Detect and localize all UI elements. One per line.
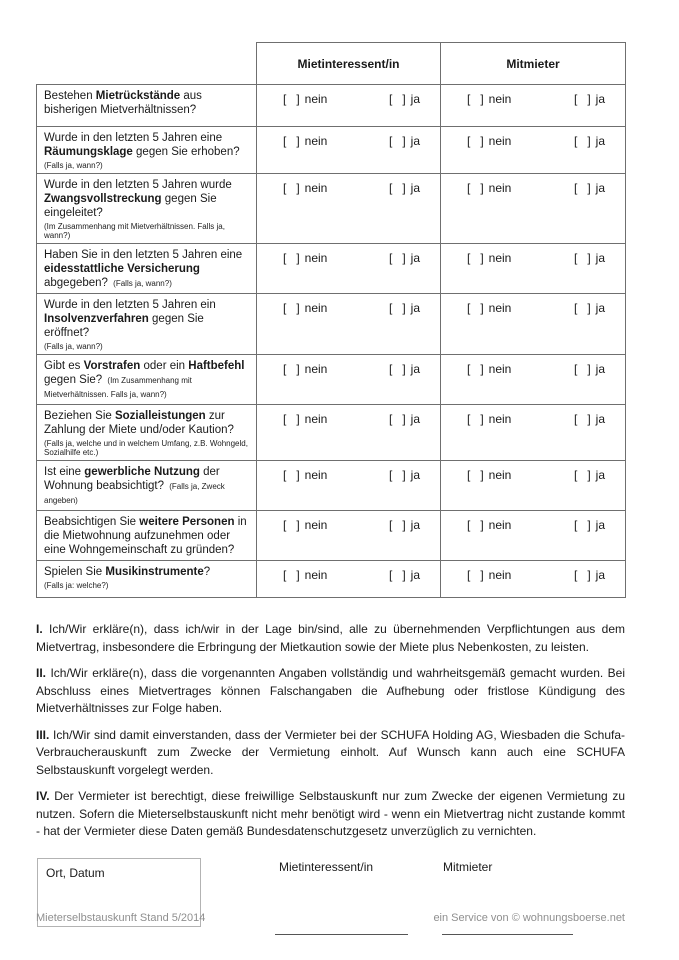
- checkbox-option-nein[interactable]: [467, 92, 511, 106]
- question-cell: [37, 355, 257, 405]
- answer-cell-cotenant: [441, 511, 626, 561]
- question-text: Haben Sie in den letzten 5 Jahren eine eidesstattliche Versicherung abgegeben?: [44, 249, 243, 289]
- checkbox-icon: [ ]: [388, 518, 406, 532]
- option-label-nein: nein: [304, 301, 328, 315]
- option-label-nein: nein: [304, 251, 328, 265]
- declaration-4: IV. Der Vermieter ist berechtigt, diese freiwillige Selbstauskunft nur zum Zwecke der eigenen Vermietung zu nutzen. Sofern die Mieterselbstauskunft nicht mehr benötigt wird - wenn ein Mietvertrag nicht zustande kommt - hat der Vermieter diese Daten gemäß Bundesdatenschutzgesetz unverzüglich zu vernichten.: [36, 789, 625, 838]
- checkbox-option-ja[interactable]: [574, 468, 605, 482]
- checkbox-option-ja[interactable]: [389, 362, 420, 376]
- checkbox-icon: [ ]: [467, 568, 484, 582]
- checkbox-icon: [ ]: [467, 181, 484, 195]
- answer-cell-cotenant: [441, 85, 626, 127]
- option-label-nein: nein: [488, 412, 512, 426]
- checkbox-icon: [ ]: [283, 92, 300, 106]
- declaration-1: I. Ich/Wir erkläre(n), dass ich/wir in der Lage bin/sind, alle zu übernehmenden Verpflichtungen aus dem Mietvertrag, insbesondere die Erbringung der Mietkaution sowie der Miete plus Nebenkosten, zu leisten.: [36, 622, 625, 654]
- footer-service-text: ein Service von © wohnungsboerse.net: [433, 912, 625, 924]
- checkbox-option-nein[interactable]: [283, 251, 327, 265]
- header-spacer: [37, 43, 257, 85]
- question-cell: [37, 405, 257, 461]
- checkbox-icon: [ ]: [388, 134, 406, 148]
- option-label-nein: nein: [304, 568, 328, 582]
- question-note: (Falls ja, wann?): [44, 342, 103, 351]
- checkbox-icon: [ ]: [283, 134, 300, 148]
- checkbox-icon: [ ]: [467, 251, 484, 265]
- option-label-ja: ja: [595, 301, 605, 315]
- option-label-nein: nein: [488, 362, 512, 376]
- answer-cell-applicant: [257, 244, 441, 294]
- checkbox-option-ja[interactable]: [389, 301, 420, 315]
- checkbox-option-ja[interactable]: [389, 181, 420, 195]
- checkbox-option-ja[interactable]: [574, 251, 605, 265]
- table-row: [37, 511, 626, 561]
- checkbox-icon: [ ]: [573, 568, 591, 582]
- signature-line-cotenant[interactable]: [442, 934, 573, 935]
- checkbox-icon: [ ]: [388, 568, 406, 582]
- checkbox-icon: [ ]: [573, 301, 591, 315]
- checkbox-icon: [ ]: [283, 301, 300, 315]
- option-label-ja: ja: [595, 412, 605, 426]
- checkbox-option-ja[interactable]: [389, 468, 420, 482]
- header-applicant: Mietinteressent/in: [257, 43, 441, 85]
- checkbox-icon: [ ]: [283, 362, 300, 376]
- checkbox-icon: [ ]: [283, 251, 300, 265]
- checkbox-option-nein[interactable]: [283, 362, 327, 376]
- question-note: (Im Zusammenhang mit Mietverhältnissen. Falls ja, wann?): [44, 376, 192, 399]
- checkbox-option-ja[interactable]: [389, 568, 420, 582]
- answer-cell-applicant: [257, 127, 441, 174]
- declaration-3: III. Ich/Wir sind damit einverstanden, dass der Vermieter bei der SCHUFA Holding AG, Wiesbaden die Schufa-Verbraucherauskunft zum Zwecke der Vermietung einholt. Auf Wunsch kann auch eine SCHUFA Selbstauskunft vorgelegt werden.: [36, 727, 625, 777]
- checkbox-option-ja[interactable]: [389, 412, 420, 426]
- option-label-ja: ja: [595, 362, 605, 376]
- checkbox-icon: [ ]: [573, 251, 591, 265]
- checkbox-option-nein[interactable]: [283, 181, 327, 195]
- checkbox-icon: [ ]: [467, 92, 484, 106]
- signature-label-applicant: Mietinteressent/in: [279, 859, 374, 874]
- page-footer: [36, 912, 625, 924]
- option-label-ja: ja: [410, 412, 420, 426]
- checkbox-option-nein[interactable]: [283, 568, 327, 582]
- checkbox-option-nein[interactable]: [283, 301, 327, 315]
- checkbox-icon: [ ]: [573, 412, 591, 426]
- option-label-ja: ja: [410, 568, 420, 582]
- checkbox-icon: [ ]: [283, 181, 300, 195]
- checkbox-icon: [ ]: [283, 412, 300, 426]
- table-row: [37, 127, 626, 174]
- option-label-nein: nein: [304, 518, 328, 532]
- option-label-ja: ja: [595, 568, 605, 582]
- checkbox-icon: [ ]: [388, 468, 406, 482]
- checkbox-icon: [ ]: [388, 92, 406, 106]
- checkbox-option-nein[interactable]: [467, 568, 511, 582]
- table-row: [37, 355, 626, 405]
- question-cell: [37, 127, 257, 174]
- checkbox-option-ja[interactable]: [389, 518, 420, 532]
- question-text: Bestehen Mietrückstände aus bisherigen Mietverhältnissen?: [44, 90, 202, 116]
- question-cell: [37, 511, 257, 561]
- checkbox-icon: [ ]: [573, 134, 591, 148]
- place-date-label: Ort, Datum: [46, 865, 105, 880]
- question-text: Wurde in den letzten 5 Jahren eine Räumungsklage gegen Sie erhoben?: [44, 132, 240, 158]
- checkbox-icon: [ ]: [573, 518, 591, 532]
- checkbox-icon: [ ]: [573, 362, 591, 376]
- answer-cell-applicant: [257, 461, 441, 511]
- option-label-nein: nein: [304, 412, 328, 426]
- question-text: Wurde in den letzten 5 Jahren wurde Zwangsvollstreckung gegen Sie eingeleitet?: [44, 179, 232, 219]
- checkbox-icon: [ ]: [467, 468, 484, 482]
- option-label-nein: nein: [488, 181, 512, 195]
- option-label-nein: nein: [304, 92, 328, 106]
- header-cotenant: Mitmieter: [441, 43, 626, 85]
- answer-cell-applicant: [257, 405, 441, 461]
- signature-section: [36, 858, 625, 960]
- question-note: (Falls ja, wann?): [44, 161, 103, 170]
- checkbox-icon: [ ]: [388, 412, 406, 426]
- checkbox-option-nein[interactable]: [283, 92, 327, 106]
- option-label-ja: ja: [595, 134, 605, 148]
- table-row: [37, 85, 626, 127]
- checkbox-option-nein[interactable]: [283, 518, 327, 532]
- checkbox-icon: [ ]: [283, 518, 300, 532]
- answer-cell-cotenant: [441, 461, 626, 511]
- checkbox-option-ja[interactable]: [574, 301, 605, 315]
- checkbox-icon: [ ]: [573, 468, 591, 482]
- question-cell: [37, 85, 257, 127]
- signature-label-cotenant: Mitmieter: [443, 859, 493, 874]
- checkbox-icon: [ ]: [467, 518, 484, 532]
- checkbox-icon: [ ]: [388, 181, 406, 195]
- answer-cell-applicant: [257, 355, 441, 405]
- checkbox-option-nein[interactable]: [467, 412, 511, 426]
- signature-line-applicant[interactable]: [275, 934, 408, 935]
- answer-cell-applicant: [257, 561, 441, 598]
- option-label-nein: nein: [488, 92, 512, 106]
- question-note: (Falls ja, welche und in welchem Umfang, z.B. Wohngeld, Sozialhilfe etc.): [44, 439, 248, 457]
- checkbox-option-ja[interactable]: [389, 251, 420, 265]
- question-cell: [37, 244, 257, 294]
- option-label-nein: nein: [488, 134, 512, 148]
- questions-table: [36, 42, 626, 598]
- checkbox-option-ja[interactable]: [574, 134, 605, 148]
- option-label-nein: nein: [304, 468, 328, 482]
- question-note: (Falls ja: welche?): [44, 581, 109, 590]
- question-cell: [37, 561, 257, 598]
- question-cell: [37, 294, 257, 355]
- checkbox-option-nein[interactable]: [467, 181, 511, 195]
- option-label-ja: ja: [410, 251, 420, 265]
- option-label-ja: ja: [595, 92, 605, 106]
- option-label-ja: ja: [410, 92, 420, 106]
- answer-cell-applicant: [257, 174, 441, 244]
- answer-cell-applicant: [257, 85, 441, 127]
- checkbox-icon: [ ]: [573, 92, 591, 106]
- question-text: Gibt es Vorstrafen oder ein Haftbefehl gegen Sie?: [44, 360, 245, 386]
- answer-cell-cotenant: [441, 174, 626, 244]
- question-cell: [37, 461, 257, 511]
- option-label-ja: ja: [410, 134, 420, 148]
- checkbox-icon: [ ]: [388, 251, 406, 265]
- table-row: [37, 461, 626, 511]
- checkbox-option-nein[interactable]: [467, 468, 511, 482]
- option-label-ja: ja: [410, 181, 420, 195]
- option-label-nein: nein: [488, 518, 512, 532]
- table-row: [37, 294, 626, 355]
- answer-cell-cotenant: [441, 355, 626, 405]
- question-text: Spielen Sie Musikinstrumente?: [44, 566, 211, 578]
- option-label-ja: ja: [595, 468, 605, 482]
- checkbox-option-nein[interactable]: [283, 134, 327, 148]
- checkbox-option-ja[interactable]: [574, 568, 605, 582]
- option-label-ja: ja: [410, 362, 420, 376]
- option-label-ja: ja: [410, 518, 420, 532]
- checkbox-option-nein[interactable]: [467, 301, 511, 315]
- table-header-row: [37, 43, 626, 85]
- checkbox-option-nein[interactable]: [283, 468, 327, 482]
- checkbox-option-nein[interactable]: [283, 412, 327, 426]
- question-text: Beabsichtigen Sie weitere Personen in die Mietwohnung aufzunehmen oder eine Wohngemeinschaft zu gründen?: [44, 516, 247, 556]
- table-row: [37, 174, 626, 244]
- declarations-section: [36, 621, 625, 841]
- checkbox-option-ja[interactable]: [574, 92, 605, 106]
- option-label-nein: nein: [488, 301, 512, 315]
- checkbox-option-ja[interactable]: [389, 134, 420, 148]
- checkbox-icon: [ ]: [467, 412, 484, 426]
- option-label-ja: ja: [410, 468, 420, 482]
- checkbox-icon: [ ]: [388, 301, 406, 315]
- option-label-nein: nein: [488, 568, 512, 582]
- checkbox-option-ja[interactable]: [574, 181, 605, 195]
- option-label-ja: ja: [595, 518, 605, 532]
- answer-cell-applicant: [257, 511, 441, 561]
- option-label-nein: nein: [488, 251, 512, 265]
- question-text: Ist eine gewerbliche Nutzung der Wohnung beabsichtigt?: [44, 466, 220, 492]
- option-label-nein: nein: [304, 181, 328, 195]
- checkbox-option-ja[interactable]: [574, 518, 605, 532]
- question-text: Beziehen Sie Sozialleistungen zur Zahlung der Miete und/oder Kaution?: [44, 410, 234, 436]
- checkbox-icon: [ ]: [467, 301, 484, 315]
- question-note: (Falls ja, wann?): [113, 279, 172, 288]
- checkbox-option-nein[interactable]: [467, 251, 511, 265]
- table-row: [37, 244, 626, 294]
- table-row: [37, 561, 626, 598]
- checkbox-icon: [ ]: [467, 134, 484, 148]
- checkbox-option-nein[interactable]: [467, 518, 511, 532]
- checkbox-option-nein[interactable]: [467, 362, 511, 376]
- checkbox-option-ja[interactable]: [389, 92, 420, 106]
- answer-cell-cotenant: [441, 405, 626, 461]
- answer-cell-applicant: [257, 294, 441, 355]
- question-cell: [37, 174, 257, 244]
- declaration-2: II. Ich/Wir erkläre(n), dass die vorgenannten Angaben vollständig und wahrheitsgemäß gemacht wurden. Bei Abschluss eines Mietvertrages können Falschangaben die Aufhebung oder fristlose Kündigung des Mietverhältnisses zur Folge haben.: [36, 666, 625, 715]
- checkbox-icon: [ ]: [283, 568, 300, 582]
- checkbox-icon: [ ]: [573, 181, 591, 195]
- question-note: (Im Zusammenhang mit Mietverhältnissen. Falls ja, wann?): [44, 222, 225, 240]
- option-label-nein: nein: [304, 362, 328, 376]
- checkbox-option-ja[interactable]: [574, 362, 605, 376]
- answer-cell-cotenant: [441, 127, 626, 174]
- option-label-nein: nein: [488, 468, 512, 482]
- checkbox-icon: [ ]: [467, 362, 484, 376]
- option-label-ja: ja: [595, 251, 605, 265]
- checkbox-icon: [ ]: [283, 468, 300, 482]
- answer-cell-cotenant: [441, 294, 626, 355]
- checkbox-icon: [ ]: [388, 362, 406, 376]
- option-label-ja: ja: [410, 301, 420, 315]
- checkbox-option-ja[interactable]: [574, 412, 605, 426]
- question-note: (Falls ja, Zweck angeben): [44, 482, 225, 505]
- footer-version-text: Mieterselbstauskunft Stand 5/2014: [36, 912, 206, 924]
- question-text: Wurde in den letzten 5 Jahren ein Insolvenzverfahren gegen Sie eröffnet?: [44, 299, 216, 339]
- checkbox-option-nein[interactable]: [467, 134, 511, 148]
- answer-cell-cotenant: [441, 561, 626, 598]
- option-label-nein: nein: [304, 134, 328, 148]
- answer-cell-cotenant: [441, 244, 626, 294]
- option-label-ja: ja: [595, 181, 605, 195]
- table-row: [37, 405, 626, 461]
